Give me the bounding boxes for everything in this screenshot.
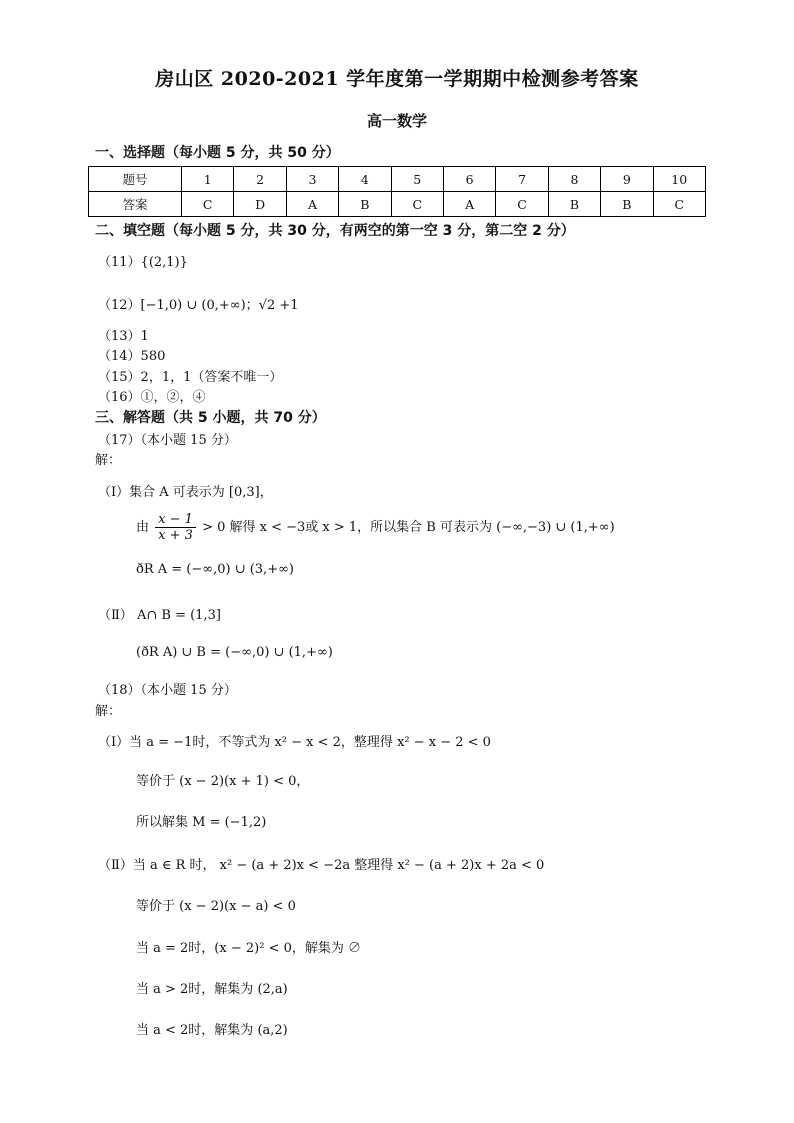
p17-part2-line1: （Ⅱ） A∩ B = (1,3]	[98, 608, 221, 623]
fraction-numerator: x − 1	[155, 512, 196, 528]
p18-part2-line5: 当 a < 2时，解集为 (a,2)	[136, 1023, 288, 1038]
table-row-numbers	[89, 167, 706, 192]
p18-part2-line2: 等价于 (x − 2)(x − a) < 0	[136, 899, 296, 914]
table-cell: 6	[443, 167, 495, 192]
table-cell: 2	[234, 167, 286, 192]
answer-q12: （12）[−1,0) ∪ (0,+∞)；√2 +1	[98, 298, 299, 313]
p18-heading: （18）（本小题 15 分）	[98, 683, 237, 698]
table-cell: 8	[548, 167, 600, 192]
answer-q11: （11）{(2,1)}	[98, 255, 188, 270]
section-choice-heading: 一、选择题（每小题 5 分，共 50 分）	[95, 145, 340, 161]
p17-text-rest: > 0 解得 x < −3或 x > 1，所以集合 B 可表示为 (−∞,−3) ∪ (1,+∞)	[202, 520, 615, 535]
p18-part2-line1: （Ⅱ）当 a ∈ R 时， x² − (a + 2)x < −2a 整理得 x² − (a + 2)x + 2a < 0	[98, 858, 545, 873]
table-cell: 7	[496, 167, 548, 192]
table-cell: A	[443, 192, 495, 217]
table-cell: C	[653, 192, 705, 217]
table-cell: 3	[286, 167, 338, 192]
answer-q15: （15）2，1，1（答案不唯一）	[98, 370, 283, 385]
p17-text-you: 由	[136, 520, 150, 535]
table-cell: 4	[339, 167, 391, 192]
p17-solution-label: 解：	[95, 453, 122, 468]
section-fill-heading: 二、填空题（每小题 5 分，共 30 分，有两空的第一空 3 分，第二空 2 分）	[95, 223, 575, 239]
p18-part1-line1: （Ⅰ）当 a = −1时，不等式为 x² − x < 2，整理得 x² − x − 2 < 0	[98, 735, 491, 750]
p18-part1-line3: 所以解集 M = (−1,2)	[136, 815, 267, 830]
document-title: 房山区 2020-2021 学年度第一学期期中检测参考答案	[155, 68, 639, 90]
p17-part1-line3: ðR A = (−∞,0) ∪ (3,+∞)	[136, 562, 294, 577]
table-cell: 9	[601, 167, 653, 192]
p18-part2-line4: 当 a > 2时，解集为 (2,a)	[136, 982, 288, 997]
answer-q13: （13）1	[98, 329, 149, 344]
section-solve-heading: 三、解答题（共 5 小题，共 70 分）	[95, 410, 326, 426]
row-label-answer: 答案	[89, 192, 182, 217]
answer-q16: （16）①，②，④	[98, 390, 206, 405]
p17-part1-line2	[136, 512, 615, 543]
table-cell: B	[548, 192, 600, 217]
fraction-denominator: x + 3	[158, 528, 193, 543]
table-cell: 5	[391, 167, 443, 192]
table-cell: 1	[182, 167, 234, 192]
table-cell: 10	[653, 167, 705, 192]
table-cell: A	[286, 192, 338, 217]
p17-heading: （17）（本小题 15 分）	[98, 433, 237, 448]
table-cell: C	[496, 192, 548, 217]
table-row-answers	[89, 192, 706, 217]
table-cell: C	[391, 192, 443, 217]
document-subtitle: 高一数学	[366, 112, 427, 130]
row-label-number: 题号	[89, 167, 182, 192]
p18-solution-label: 解：	[95, 704, 122, 719]
answer-q14: （14）580	[98, 349, 166, 364]
table-cell: C	[182, 192, 234, 217]
p17-part1-line1: （Ⅰ）集合 A 可表示为 [0,3]，	[98, 485, 273, 500]
p18-part2-line3: 当 a = 2时，(x − 2)² < 0，解集为 ∅	[136, 941, 361, 956]
answer-table	[88, 166, 706, 217]
p18-part1-line2: 等价于 (x − 2)(x + 1) < 0，	[136, 774, 310, 789]
table-cell: B	[601, 192, 653, 217]
table-cell: B	[339, 192, 391, 217]
p17-part2-line2: (ðR A) ∪ B = (−∞,0) ∪ (1,+∞)	[136, 645, 333, 660]
table-cell: D	[234, 192, 286, 217]
fraction	[155, 512, 196, 543]
